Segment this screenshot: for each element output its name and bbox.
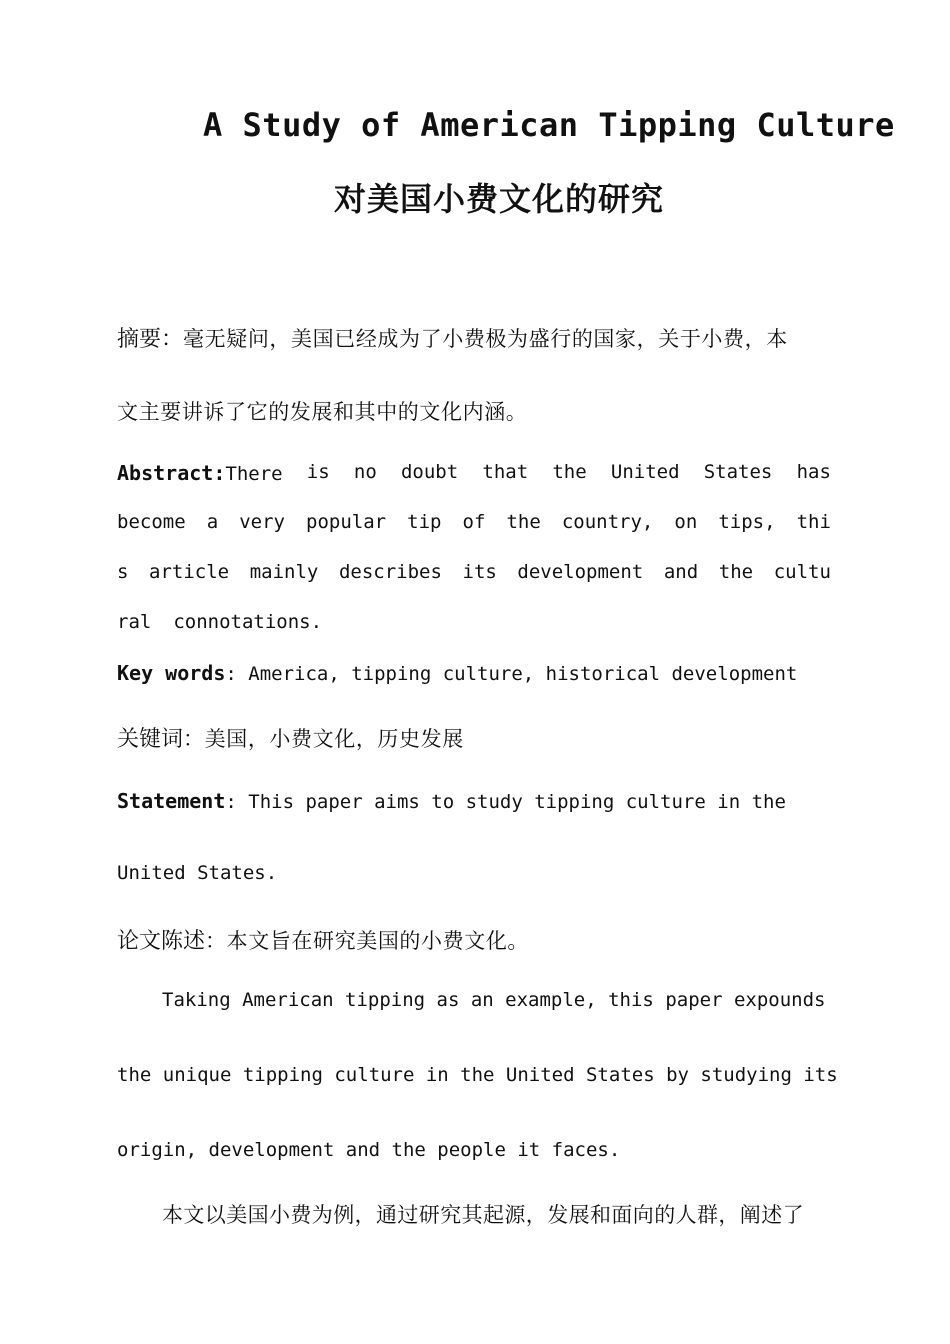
word: country,	[561, 511, 654, 533]
word: doubt	[400, 461, 459, 483]
en-statement-label: Statement	[117, 789, 226, 813]
en-keywords-label: Key words	[117, 661, 226, 685]
zh-abstract-line-2: 文主要讲诉了它的发展和其中的文化内涵。	[117, 400, 528, 424]
en-abstract-line-3	[117, 561, 831, 583]
word: has	[796, 461, 831, 483]
word: very	[239, 511, 285, 533]
word: article	[149, 561, 230, 583]
word: on	[674, 511, 698, 533]
en-statement-line-2: United States.	[117, 862, 278, 884]
word: tips,	[718, 511, 776, 533]
word: describes	[338, 561, 442, 583]
word: tip	[407, 511, 442, 533]
zh-keywords	[117, 722, 464, 753]
word: connotations.	[173, 611, 323, 633]
word: no	[353, 461, 377, 483]
word: development	[517, 561, 644, 583]
word: the	[718, 561, 754, 583]
word: the	[552, 461, 587, 483]
en-statement-line-1	[117, 789, 786, 813]
zh-keywords-text: ：美国，小费文化，历史发展	[183, 727, 464, 751]
zh-abstract-text-1: 毫无疑问，美国已经成为了小费极为盛行的国家，关于小费，本	[183, 327, 788, 351]
word: of	[462, 511, 486, 533]
word: the	[506, 511, 541, 533]
zh-keywords-label: 关键词	[117, 727, 184, 752]
word: s	[117, 561, 129, 583]
word: a	[206, 511, 219, 533]
en-paragraph-line-1: Taking American tipping as an example, this paper expounds	[162, 989, 826, 1011]
en-statement-text-1: : This paper aims to study tipping culture in the	[225, 791, 786, 813]
zh-paragraph-line-1: 本文以美国小费为例，通过研究其起源，发展和面向的人群，阐述了	[162, 1203, 804, 1227]
en-abstract-line-1	[117, 461, 831, 485]
word: its	[462, 561, 497, 583]
zh-abstract-label: 摘要：	[117, 327, 184, 352]
en-paragraph-line-3: origin, development and the people it faces.	[117, 1139, 621, 1161]
word: is	[306, 461, 330, 483]
en-abstract-label: Abstract:	[117, 461, 226, 485]
zh-statement-label: 论文陈述	[117, 929, 206, 954]
title-english: A Study of American Tipping Culture	[203, 106, 895, 144]
word: thi	[796, 511, 831, 533]
word: that	[482, 461, 529, 483]
word: There	[225, 463, 283, 485]
en-keywords-text: : America, tipping culture, historical development	[225, 663, 798, 685]
word: United	[610, 461, 680, 483]
word: cultu	[773, 561, 831, 583]
zh-statement-text: ：本文旨在研究美国的小费文化。	[205, 929, 530, 953]
zh-statement	[117, 924, 529, 955]
word: become	[117, 511, 186, 533]
en-paragraph-line-2: the unique tipping culture in the United States by studying its	[117, 1064, 838, 1086]
zh-abstract-line-1	[117, 322, 788, 353]
title-chinese: 对美国小费文化的研究	[334, 180, 665, 218]
en-abstract-line-2	[117, 511, 831, 533]
word: States	[703, 461, 773, 483]
word: mainly	[249, 561, 319, 583]
word: popular	[306, 511, 387, 533]
en-abstract-line-4	[117, 611, 322, 633]
en-keywords	[117, 661, 797, 685]
word: and	[663, 561, 699, 583]
word: ral	[117, 611, 152, 633]
